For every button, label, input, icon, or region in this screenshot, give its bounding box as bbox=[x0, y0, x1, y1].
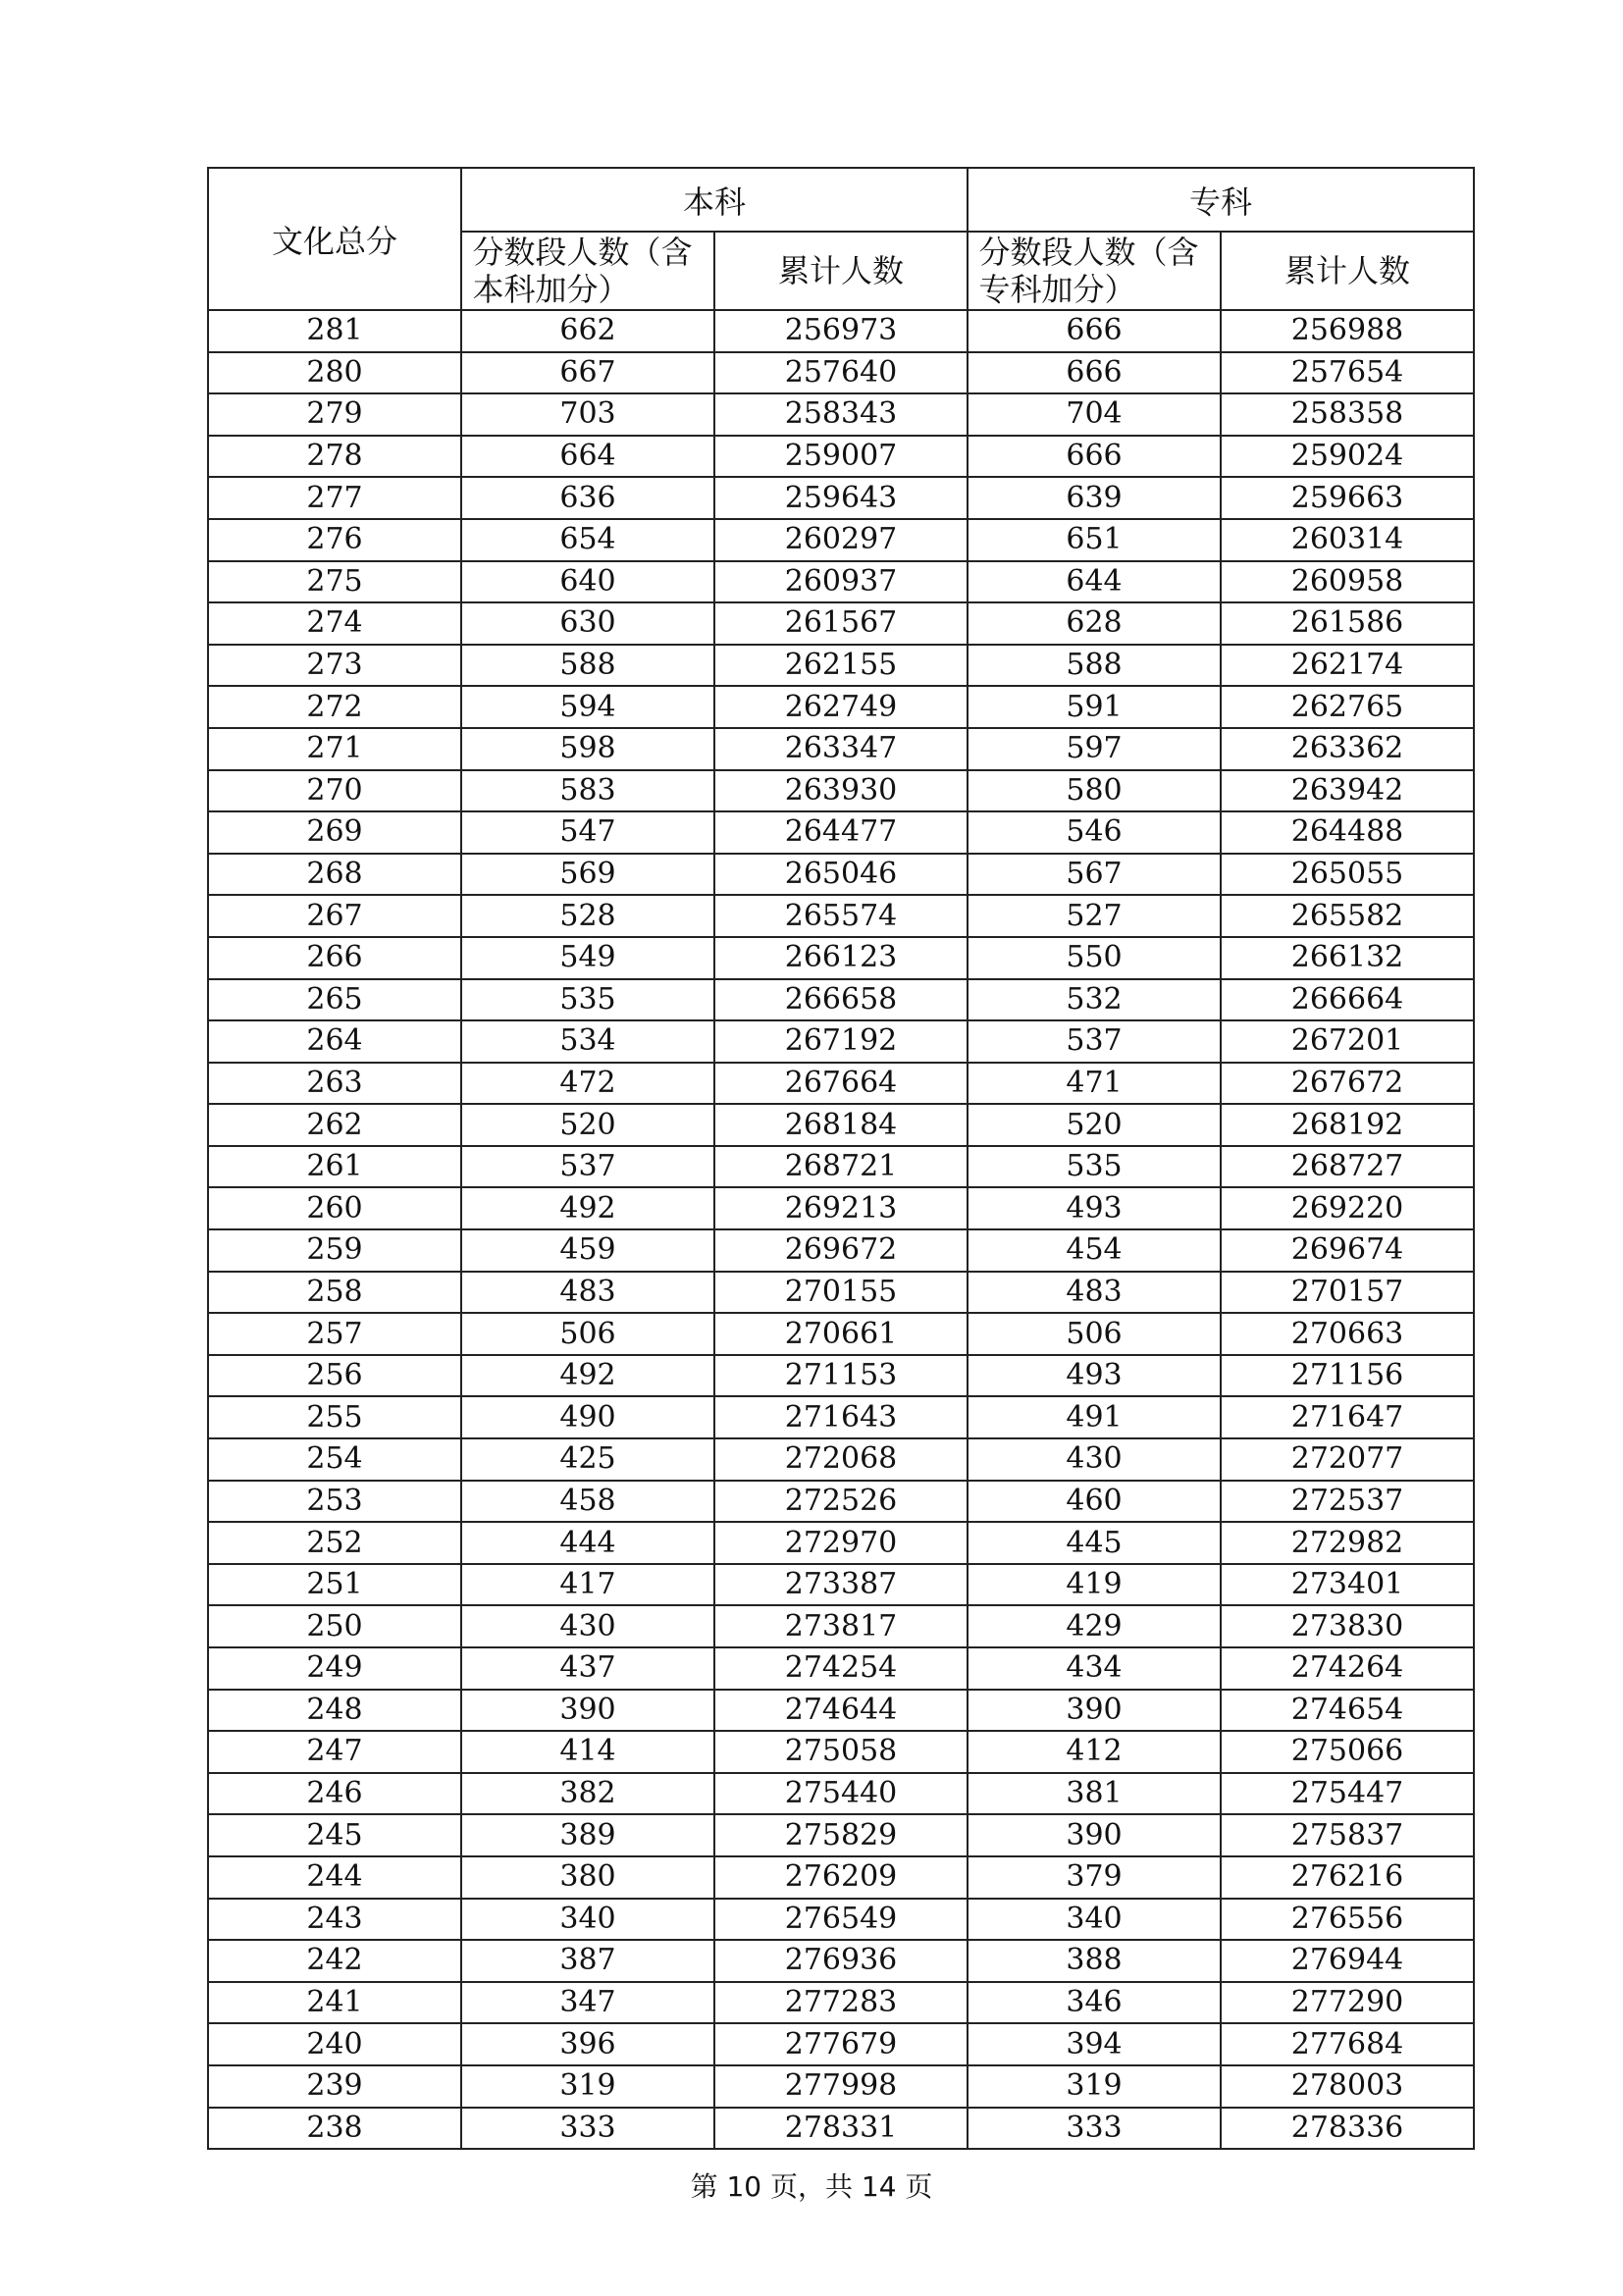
cell-undergrad-cumulative: 277283 bbox=[714, 1982, 968, 2024]
cell-undergrad-segment: 483 bbox=[461, 1272, 714, 1314]
cell-junior-cumulative: 266132 bbox=[1221, 937, 1474, 979]
table-row bbox=[208, 1856, 1474, 1899]
cell-undergrad-segment: 417 bbox=[461, 1564, 714, 1606]
cell-junior-cumulative: 268727 bbox=[1221, 1146, 1474, 1188]
cell-junior-segment: 588 bbox=[968, 645, 1221, 687]
cell-junior-cumulative: 260958 bbox=[1221, 561, 1474, 603]
cell-undergrad-cumulative: 264477 bbox=[714, 811, 968, 854]
cell-score: 264 bbox=[208, 1020, 461, 1063]
cell-junior-segment: 537 bbox=[968, 1020, 1221, 1063]
cell-undergrad-segment: 396 bbox=[461, 2023, 714, 2065]
cell-undergrad-cumulative: 259007 bbox=[714, 436, 968, 478]
cell-junior-segment: 651 bbox=[968, 519, 1221, 561]
cell-undergrad-cumulative: 272970 bbox=[714, 1522, 968, 1564]
cell-score: 242 bbox=[208, 1940, 461, 1982]
cell-junior-segment: 591 bbox=[968, 686, 1221, 728]
cell-junior-cumulative: 276216 bbox=[1221, 1856, 1474, 1899]
cell-undergrad-segment: 492 bbox=[461, 1355, 714, 1397]
cell-undergrad-segment: 654 bbox=[461, 519, 714, 561]
cell-junior-cumulative: 258358 bbox=[1221, 393, 1474, 436]
cell-score: 280 bbox=[208, 352, 461, 394]
cell-undergrad-segment: 459 bbox=[461, 1229, 714, 1272]
cell-junior-cumulative: 262174 bbox=[1221, 645, 1474, 687]
cell-score: 278 bbox=[208, 436, 461, 478]
cell-junior-segment: 567 bbox=[968, 854, 1221, 896]
cell-undergrad-cumulative: 261567 bbox=[714, 602, 968, 645]
cell-undergrad-cumulative: 273817 bbox=[714, 1605, 968, 1647]
table-row bbox=[208, 770, 1474, 812]
cell-junior-cumulative: 271156 bbox=[1221, 1355, 1474, 1397]
cell-score: 253 bbox=[208, 1481, 461, 1523]
cell-score: 268 bbox=[208, 854, 461, 896]
cell-score: 256 bbox=[208, 1355, 461, 1397]
cell-undergrad-cumulative: 272526 bbox=[714, 1481, 968, 1523]
cell-junior-segment: 390 bbox=[968, 1814, 1221, 1856]
cell-undergrad-segment: 380 bbox=[461, 1856, 714, 1899]
cell-junior-cumulative: 273830 bbox=[1221, 1605, 1474, 1647]
cell-junior-segment: 520 bbox=[968, 1104, 1221, 1146]
cell-undergrad-segment: 534 bbox=[461, 1020, 714, 1063]
cell-undergrad-segment: 630 bbox=[461, 602, 714, 645]
cell-junior-cumulative: 269674 bbox=[1221, 1229, 1474, 1272]
cell-junior-segment: 532 bbox=[968, 979, 1221, 1021]
cell-score: 238 bbox=[208, 2108, 461, 2150]
cell-junior-cumulative: 275066 bbox=[1221, 1731, 1474, 1773]
table-row bbox=[208, 1605, 1474, 1647]
cell-score: 273 bbox=[208, 645, 461, 687]
cell-junior-segment: 597 bbox=[968, 728, 1221, 770]
cell-undergrad-cumulative: 267664 bbox=[714, 1063, 968, 1105]
cell-junior-segment: 666 bbox=[968, 310, 1221, 352]
table-row bbox=[208, 1522, 1474, 1564]
cell-junior-cumulative: 272077 bbox=[1221, 1438, 1474, 1481]
table-row bbox=[208, 1899, 1474, 1941]
cell-undergrad-cumulative: 275440 bbox=[714, 1773, 968, 1815]
cell-score: 252 bbox=[208, 1522, 461, 1564]
table-row bbox=[208, 561, 1474, 603]
cell-junior-cumulative: 277684 bbox=[1221, 2023, 1474, 2065]
cell-score: 281 bbox=[208, 310, 461, 352]
table-row bbox=[208, 1272, 1474, 1314]
cell-undergrad-cumulative: 257640 bbox=[714, 352, 968, 394]
cell-junior-cumulative: 272537 bbox=[1221, 1481, 1474, 1523]
cell-junior-cumulative: 261586 bbox=[1221, 602, 1474, 645]
header-undergrad-segment: 分数段人数（含本科加分） bbox=[461, 232, 714, 310]
cell-undergrad-segment: 492 bbox=[461, 1187, 714, 1229]
table-row bbox=[208, 1564, 1474, 1606]
table-row bbox=[208, 602, 1474, 645]
table-row bbox=[208, 2023, 1474, 2065]
header-total-score: 文化总分 bbox=[208, 168, 461, 310]
table-row bbox=[208, 645, 1474, 687]
cell-junior-segment: 445 bbox=[968, 1522, 1221, 1564]
cell-undergrad-segment: 444 bbox=[461, 1522, 714, 1564]
cell-junior-segment: 493 bbox=[968, 1187, 1221, 1229]
header-junior-segment: 分数段人数（含专科加分） bbox=[968, 232, 1221, 310]
cell-undergrad-segment: 667 bbox=[461, 352, 714, 394]
cell-score: 239 bbox=[208, 2065, 461, 2108]
cell-junior-segment: 491 bbox=[968, 1396, 1221, 1438]
cell-junior-cumulative: 278003 bbox=[1221, 2065, 1474, 2108]
cell-junior-segment: 546 bbox=[968, 811, 1221, 854]
cell-undergrad-cumulative: 268721 bbox=[714, 1146, 968, 1188]
cell-junior-segment: 319 bbox=[968, 2065, 1221, 2108]
cell-junior-segment: 493 bbox=[968, 1355, 1221, 1397]
cell-junior-segment: 419 bbox=[968, 1564, 1221, 1606]
header-junior-cumulative: 累计人数 bbox=[1221, 232, 1474, 310]
cell-undergrad-cumulative: 262155 bbox=[714, 645, 968, 687]
table-row bbox=[208, 2108, 1474, 2150]
cell-junior-cumulative: 260314 bbox=[1221, 519, 1474, 561]
cell-junior-segment: 429 bbox=[968, 1605, 1221, 1647]
cell-undergrad-cumulative: 271643 bbox=[714, 1396, 968, 1438]
cell-junior-segment: 434 bbox=[968, 1647, 1221, 1690]
cell-score: 249 bbox=[208, 1647, 461, 1690]
cell-junior-cumulative: 264488 bbox=[1221, 811, 1474, 854]
header-junior-college: 专科 bbox=[968, 168, 1474, 232]
table-row bbox=[208, 519, 1474, 561]
cell-junior-cumulative: 270663 bbox=[1221, 1313, 1474, 1355]
cell-undergrad-segment: 390 bbox=[461, 1690, 714, 1732]
cell-junior-segment: 388 bbox=[968, 1940, 1221, 1982]
cell-undergrad-cumulative: 263347 bbox=[714, 728, 968, 770]
cell-undergrad-segment: 664 bbox=[461, 436, 714, 478]
cell-score: 270 bbox=[208, 770, 461, 812]
cell-undergrad-cumulative: 276209 bbox=[714, 1856, 968, 1899]
table-row bbox=[208, 1229, 1474, 1272]
cell-undergrad-segment: 389 bbox=[461, 1814, 714, 1856]
cell-junior-cumulative: 265055 bbox=[1221, 854, 1474, 896]
cell-undergrad-segment: 437 bbox=[461, 1647, 714, 1690]
table-row bbox=[208, 1355, 1474, 1397]
cell-score: 245 bbox=[208, 1814, 461, 1856]
cell-undergrad-cumulative: 270661 bbox=[714, 1313, 968, 1355]
cell-undergrad-segment: 472 bbox=[461, 1063, 714, 1105]
cell-junior-cumulative: 263362 bbox=[1221, 728, 1474, 770]
cell-junior-cumulative: 272982 bbox=[1221, 1522, 1474, 1564]
cell-junior-cumulative: 267201 bbox=[1221, 1020, 1474, 1063]
cell-undergrad-segment: 387 bbox=[461, 1940, 714, 1982]
table-row bbox=[208, 811, 1474, 854]
cell-junior-segment: 483 bbox=[968, 1272, 1221, 1314]
cell-undergrad-cumulative: 269213 bbox=[714, 1187, 968, 1229]
table-row bbox=[208, 436, 1474, 478]
table-row bbox=[208, 393, 1474, 436]
header-undergrad-cumulative: 累计人数 bbox=[714, 232, 968, 310]
table-row bbox=[208, 1063, 1474, 1105]
cell-undergrad-segment: 347 bbox=[461, 1982, 714, 2024]
cell-score: 272 bbox=[208, 686, 461, 728]
table-row bbox=[208, 1020, 1474, 1063]
table-row bbox=[208, 1647, 1474, 1690]
cell-score: 255 bbox=[208, 1396, 461, 1438]
cell-junior-segment: 412 bbox=[968, 1731, 1221, 1773]
table-row bbox=[208, 686, 1474, 728]
cell-undergrad-segment: 528 bbox=[461, 895, 714, 937]
cell-undergrad-cumulative: 260297 bbox=[714, 519, 968, 561]
cell-score: 267 bbox=[208, 895, 461, 937]
cell-junior-segment: 666 bbox=[968, 436, 1221, 478]
cell-junior-cumulative: 277290 bbox=[1221, 1982, 1474, 2024]
cell-score: 274 bbox=[208, 602, 461, 645]
table-row bbox=[208, 979, 1474, 1021]
cell-junior-segment: 333 bbox=[968, 2108, 1221, 2150]
cell-junior-segment: 527 bbox=[968, 895, 1221, 937]
table-row bbox=[208, 1982, 1474, 2024]
cell-undergrad-cumulative: 272068 bbox=[714, 1438, 968, 1481]
cell-score: 279 bbox=[208, 393, 461, 436]
cell-junior-segment: 379 bbox=[968, 1856, 1221, 1899]
cell-undergrad-cumulative: 258343 bbox=[714, 393, 968, 436]
cell-junior-segment: 628 bbox=[968, 602, 1221, 645]
cell-score: 247 bbox=[208, 1731, 461, 1773]
cell-junior-cumulative: 262765 bbox=[1221, 686, 1474, 728]
cell-undergrad-cumulative: 275829 bbox=[714, 1814, 968, 1856]
table-row bbox=[208, 1187, 1474, 1229]
table-row bbox=[208, 1313, 1474, 1355]
cell-junior-segment: 506 bbox=[968, 1313, 1221, 1355]
cell-junior-cumulative: 268192 bbox=[1221, 1104, 1474, 1146]
cell-junior-segment: 639 bbox=[968, 477, 1221, 519]
cell-undergrad-segment: 430 bbox=[461, 1605, 714, 1647]
cell-undergrad-cumulative: 266658 bbox=[714, 979, 968, 1021]
cell-junior-segment: 666 bbox=[968, 352, 1221, 394]
cell-undergrad-segment: 382 bbox=[461, 1773, 714, 1815]
table-row bbox=[208, 1940, 1474, 1982]
cell-undergrad-segment: 506 bbox=[461, 1313, 714, 1355]
cell-junior-cumulative: 265582 bbox=[1221, 895, 1474, 937]
page-number: 第 10 页，共 14 页 bbox=[690, 2170, 933, 2203]
cell-junior-cumulative: 256988 bbox=[1221, 310, 1474, 352]
cell-score: 259 bbox=[208, 1229, 461, 1272]
table-row bbox=[208, 854, 1474, 896]
cell-junior-cumulative: 271647 bbox=[1221, 1396, 1474, 1438]
table-row bbox=[208, 352, 1474, 394]
cell-undergrad-segment: 425 bbox=[461, 1438, 714, 1481]
table-row bbox=[208, 937, 1474, 979]
cell-undergrad-cumulative: 270155 bbox=[714, 1272, 968, 1314]
cell-junior-cumulative: 266664 bbox=[1221, 979, 1474, 1021]
cell-undergrad-cumulative: 265574 bbox=[714, 895, 968, 937]
cell-score: 265 bbox=[208, 979, 461, 1021]
cell-undergrad-cumulative: 256973 bbox=[714, 310, 968, 352]
cell-score: 263 bbox=[208, 1063, 461, 1105]
cell-undergrad-segment: 662 bbox=[461, 310, 714, 352]
cell-undergrad-segment: 535 bbox=[461, 979, 714, 1021]
cell-junior-cumulative: 269220 bbox=[1221, 1187, 1474, 1229]
cell-score: 246 bbox=[208, 1773, 461, 1815]
cell-undergrad-cumulative: 265046 bbox=[714, 854, 968, 896]
table-row bbox=[208, 1731, 1474, 1773]
cell-score: 243 bbox=[208, 1899, 461, 1941]
cell-undergrad-cumulative: 262749 bbox=[714, 686, 968, 728]
table-row bbox=[208, 2065, 1474, 2108]
cell-undergrad-segment: 569 bbox=[461, 854, 714, 896]
cell-junior-segment: 460 bbox=[968, 1481, 1221, 1523]
cell-undergrad-segment: 594 bbox=[461, 686, 714, 728]
cell-undergrad-segment: 549 bbox=[461, 937, 714, 979]
cell-junior-cumulative: 257654 bbox=[1221, 352, 1474, 394]
cell-junior-segment: 644 bbox=[968, 561, 1221, 603]
cell-undergrad-segment: 583 bbox=[461, 770, 714, 812]
table-row bbox=[208, 728, 1474, 770]
table-row bbox=[208, 1104, 1474, 1146]
cell-undergrad-segment: 636 bbox=[461, 477, 714, 519]
table-row bbox=[208, 1146, 1474, 1188]
table-row bbox=[208, 1814, 1474, 1856]
cell-score: 258 bbox=[208, 1272, 461, 1314]
cell-undergrad-segment: 340 bbox=[461, 1899, 714, 1941]
table-row bbox=[208, 310, 1474, 352]
cell-undergrad-cumulative: 274254 bbox=[714, 1647, 968, 1690]
cell-junior-cumulative: 276944 bbox=[1221, 1940, 1474, 1982]
cell-undergrad-segment: 333 bbox=[461, 2108, 714, 2150]
cell-junior-cumulative: 275837 bbox=[1221, 1814, 1474, 1856]
cell-undergrad-segment: 703 bbox=[461, 393, 714, 436]
cell-undergrad-segment: 490 bbox=[461, 1396, 714, 1438]
table-row bbox=[208, 895, 1474, 937]
cell-junior-segment: 550 bbox=[968, 937, 1221, 979]
cell-junior-segment: 346 bbox=[968, 1982, 1221, 2024]
cell-undergrad-segment: 458 bbox=[461, 1481, 714, 1523]
cell-undergrad-cumulative: 277998 bbox=[714, 2065, 968, 2108]
cell-undergrad-cumulative: 273387 bbox=[714, 1564, 968, 1606]
cell-junior-cumulative: 276556 bbox=[1221, 1899, 1474, 1941]
cell-undergrad-cumulative: 277679 bbox=[714, 2023, 968, 2065]
cell-undergrad-cumulative: 260937 bbox=[714, 561, 968, 603]
table-row bbox=[208, 1396, 1474, 1438]
cell-junior-segment: 580 bbox=[968, 770, 1221, 812]
cell-junior-segment: 430 bbox=[968, 1438, 1221, 1481]
cell-junior-cumulative: 273401 bbox=[1221, 1564, 1474, 1606]
cell-junior-segment: 390 bbox=[968, 1690, 1221, 1732]
header-undergraduate: 本科 bbox=[461, 168, 968, 232]
cell-score: 254 bbox=[208, 1438, 461, 1481]
cell-score: 244 bbox=[208, 1856, 461, 1899]
cell-score: 251 bbox=[208, 1564, 461, 1606]
cell-undergrad-segment: 598 bbox=[461, 728, 714, 770]
cell-undergrad-segment: 319 bbox=[461, 2065, 714, 2108]
cell-junior-cumulative: 259024 bbox=[1221, 436, 1474, 478]
cell-undergrad-segment: 640 bbox=[461, 561, 714, 603]
table-row bbox=[208, 1690, 1474, 1732]
cell-junior-segment: 381 bbox=[968, 1773, 1221, 1815]
cell-junior-cumulative: 267672 bbox=[1221, 1063, 1474, 1105]
cell-junior-cumulative: 274654 bbox=[1221, 1690, 1474, 1732]
cell-score: 266 bbox=[208, 937, 461, 979]
cell-score: 241 bbox=[208, 1982, 461, 2024]
cell-undergrad-segment: 547 bbox=[461, 811, 714, 854]
table-body bbox=[208, 310, 1474, 2149]
cell-score: 261 bbox=[208, 1146, 461, 1188]
cell-score: 275 bbox=[208, 561, 461, 603]
cell-junior-segment: 394 bbox=[968, 2023, 1221, 2065]
cell-junior-segment: 340 bbox=[968, 1899, 1221, 1941]
cell-undergrad-cumulative: 275058 bbox=[714, 1731, 968, 1773]
cell-undergrad-cumulative: 274644 bbox=[714, 1690, 968, 1732]
cell-undergrad-cumulative: 266123 bbox=[714, 937, 968, 979]
cell-junior-segment: 535 bbox=[968, 1146, 1221, 1188]
cell-junior-cumulative: 270157 bbox=[1221, 1272, 1474, 1314]
cell-undergrad-cumulative: 278331 bbox=[714, 2108, 968, 2150]
cell-score: 276 bbox=[208, 519, 461, 561]
cell-score: 240 bbox=[208, 2023, 461, 2065]
cell-score: 277 bbox=[208, 477, 461, 519]
cell-junior-cumulative: 259663 bbox=[1221, 477, 1474, 519]
cell-score: 262 bbox=[208, 1104, 461, 1146]
cell-junior-cumulative: 275447 bbox=[1221, 1773, 1474, 1815]
cell-undergrad-segment: 414 bbox=[461, 1731, 714, 1773]
cell-score: 257 bbox=[208, 1313, 461, 1355]
table-row bbox=[208, 1481, 1474, 1523]
cell-undergrad-segment: 537 bbox=[461, 1146, 714, 1188]
cell-score: 271 bbox=[208, 728, 461, 770]
cell-undergrad-segment: 520 bbox=[461, 1104, 714, 1146]
cell-undergrad-cumulative: 263930 bbox=[714, 770, 968, 812]
cell-undergrad-cumulative: 268184 bbox=[714, 1104, 968, 1146]
cell-score: 250 bbox=[208, 1605, 461, 1647]
cell-undergrad-cumulative: 271153 bbox=[714, 1355, 968, 1397]
cell-undergrad-cumulative: 267192 bbox=[714, 1020, 968, 1063]
table-row bbox=[208, 1773, 1474, 1815]
cell-undergrad-cumulative: 276549 bbox=[714, 1899, 968, 1941]
cell-undergrad-cumulative: 276936 bbox=[714, 1940, 968, 1982]
score-distribution-table bbox=[207, 167, 1475, 2150]
cell-junior-cumulative: 274264 bbox=[1221, 1647, 1474, 1690]
table-row bbox=[208, 477, 1474, 519]
cell-undergrad-cumulative: 259643 bbox=[714, 477, 968, 519]
cell-undergrad-segment: 588 bbox=[461, 645, 714, 687]
table-row bbox=[208, 1438, 1474, 1481]
cell-junior-segment: 471 bbox=[968, 1063, 1221, 1105]
cell-junior-segment: 704 bbox=[968, 393, 1221, 436]
cell-junior-segment: 454 bbox=[968, 1229, 1221, 1272]
cell-score: 269 bbox=[208, 811, 461, 854]
cell-junior-cumulative: 263942 bbox=[1221, 770, 1474, 812]
cell-score: 248 bbox=[208, 1690, 461, 1732]
cell-score: 260 bbox=[208, 1187, 461, 1229]
cell-undergrad-cumulative: 269672 bbox=[714, 1229, 968, 1272]
cell-junior-cumulative: 278336 bbox=[1221, 2108, 1474, 2150]
